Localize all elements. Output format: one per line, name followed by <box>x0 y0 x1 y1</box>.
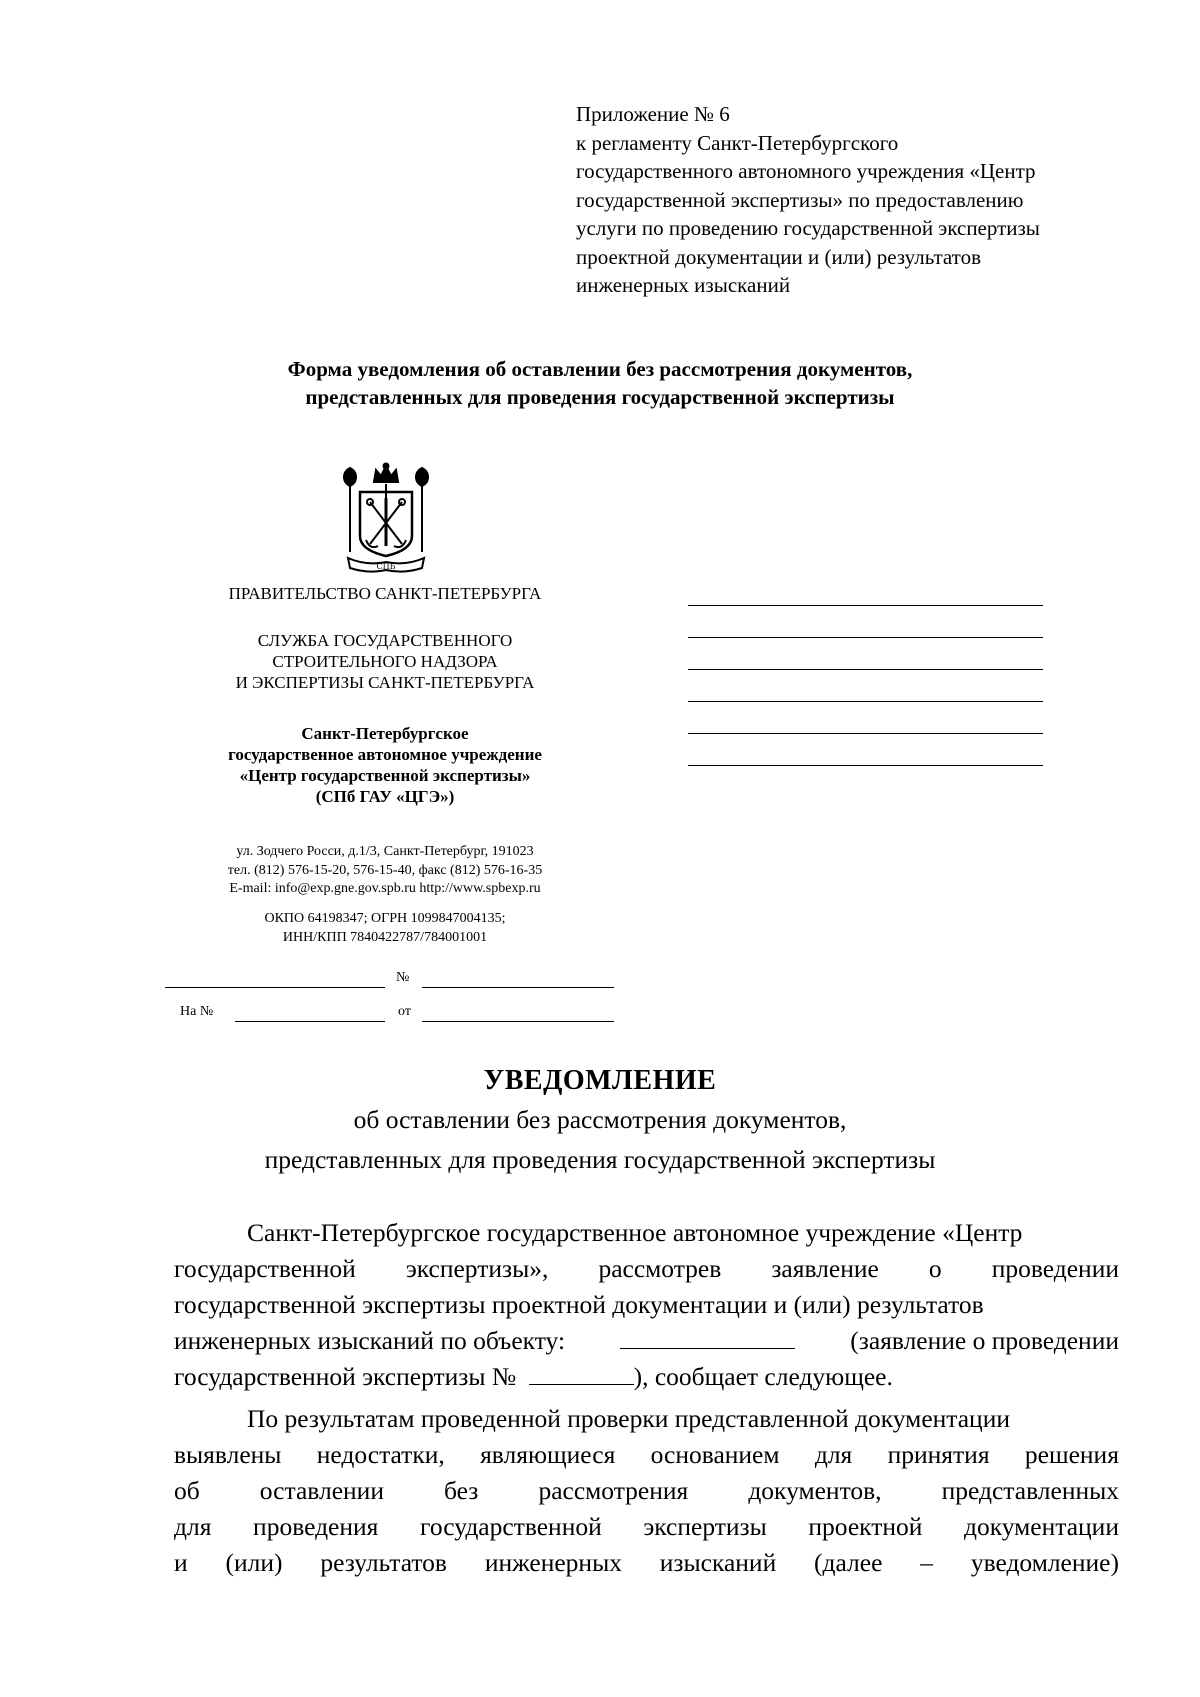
outgoing-number-label: № <box>396 970 410 985</box>
code-inn-kpp: ИНН/КПП 7840422787/784001001 <box>282 929 488 945</box>
appendix-reference <box>576 100 1136 300</box>
body-word: о <box>928 1254 942 1283</box>
body-text: (заявление о проведении <box>850 1326 1119 1355</box>
application-number-field[interactable] <box>529 1360 634 1385</box>
body-word: без <box>444 1476 479 1505</box>
body-word: основанием <box>650 1440 780 1469</box>
body-word: документации <box>964 1512 1119 1541</box>
outgoing-number-field[interactable] <box>422 987 614 988</box>
body-line: Санкт-Петербургское государственное автономное учреждение «Центр <box>247 1218 1023 1247</box>
body-line <box>174 1324 1119 1358</box>
appendix-line: Приложение № 6 <box>576 102 730 126</box>
body-word: являющиеся <box>480 1440 616 1469</box>
body-word: рассмотрения <box>538 1476 689 1505</box>
body-word: проведения <box>253 1512 379 1541</box>
body-line <box>174 1438 1119 1472</box>
contact-address: ул. Зодчего Росси, д.1/3, Санкт-Петербург, 191023 <box>236 844 534 859</box>
appendix-line: услуги по проведению государственной экспертизы <box>576 216 1040 240</box>
addressee-line[interactable] <box>688 733 1043 734</box>
letterhead-org-line: «Центр государственной экспертизы» <box>239 766 531 785</box>
form-title-line: Форма уведомления об оставлении без рассмотрения документов, <box>287 357 913 381</box>
letterhead-organization <box>150 723 620 807</box>
body-word: документов, <box>748 1476 882 1505</box>
body-text: инженерных изысканий по объекту: <box>174 1326 566 1355</box>
body-word: инженерных <box>484 1548 622 1577</box>
body-word: заявление <box>771 1254 879 1283</box>
body-word: (далее <box>814 1548 883 1577</box>
appendix-line: инженерных изысканий <box>576 273 791 297</box>
form-title-line: представленных для проведения государственной экспертизы <box>305 385 895 409</box>
body-word: рассмотрев <box>598 1254 722 1283</box>
body-word: принятия <box>887 1440 990 1469</box>
body-line: государственной экспертизы проектной документации и (или) результатов <box>174 1290 984 1319</box>
body-word: об <box>174 1476 200 1505</box>
letterhead-service-line: СЛУЖБА ГОСУДАРСТВЕННОГО <box>257 631 513 650</box>
notice-subtitle <box>150 1100 1050 1180</box>
letterhead-org-line: Санкт-Петербургское <box>301 724 469 743</box>
code-okpo-ogrn: ОКПО 64198347; ОГРН 1099847004135; <box>264 911 506 926</box>
reply-number-label: На № <box>180 1004 214 1019</box>
addressee-line[interactable] <box>688 669 1043 670</box>
notice-subtitle-line: представленных для проведения государственной экспертизы <box>264 1145 936 1174</box>
body-word: для <box>174 1512 212 1541</box>
letterhead-contacts <box>150 843 620 899</box>
letterhead-service <box>150 630 620 693</box>
body-word: (или) <box>225 1548 283 1577</box>
letterhead-org-line: (СПб ГАУ «ЦГЭ») <box>315 787 455 806</box>
notice-subtitle-line: об оставлении без рассмотрения документов, <box>353 1105 847 1134</box>
body-line <box>174 1510 1119 1544</box>
contact-email: E-mail: info@exp.gne.gov.spb.ru http://www.spbexp.ru <box>229 881 541 896</box>
body-line <box>174 1252 1119 1286</box>
body-word: представленных <box>941 1476 1119 1505</box>
body-word: изысканий <box>659 1548 777 1577</box>
appendix-line: проектной документации и (или) результатов <box>576 244 981 269</box>
letterhead-government: ПРАВИТЕЛЬСТВО САНКТ-ПЕТЕРБУРГА <box>228 584 542 603</box>
appendix-line: к регламенту Санкт-Петербургского <box>576 130 899 155</box>
body-line <box>174 1546 1119 1580</box>
letterhead-service-line: И ЭКСПЕРТИЗЫ САНКТ-ПЕТЕРБУРГА <box>235 673 535 692</box>
letterhead-org-line: государственное автономное учреждение <box>228 745 542 764</box>
body-word: экспертизы <box>643 1512 767 1541</box>
letterhead-codes <box>150 910 620 947</box>
body-word: проведении <box>991 1254 1119 1283</box>
body-word: и <box>174 1548 188 1577</box>
body-line <box>174 1474 1119 1508</box>
addressee-line[interactable] <box>688 765 1043 766</box>
addressee-line[interactable] <box>688 605 1043 606</box>
body-word: – <box>920 1548 933 1577</box>
letterhead-service-line: СТРОИТЕЛЬНОГО НАДЗОРА <box>272 652 498 671</box>
addressee-line[interactable] <box>688 701 1043 702</box>
notice-title: УВЕДОМЛЕНИЕ <box>483 1065 717 1096</box>
body-line <box>174 1360 1119 1394</box>
body-word: проектной <box>808 1512 923 1541</box>
st-petersburg-coat-of-arms-icon <box>336 462 436 574</box>
body-word: для <box>814 1440 853 1469</box>
contact-phone: тел. (812) 576-15-20, 576-15-40, факс (812) 576-16-35 <box>227 862 543 878</box>
body-word: экспертизы», <box>405 1254 549 1283</box>
body-text: ), сообщает следующее. <box>633 1362 893 1391</box>
body-word: недостатки, <box>316 1440 445 1469</box>
body-word: государственной <box>420 1512 602 1541</box>
appendix-line: государственной экспертизы» по предоставлению <box>576 187 1024 212</box>
reply-number-field[interactable] <box>235 1021 385 1022</box>
body-word: результатов <box>320 1548 447 1577</box>
body-word: оставлении <box>259 1476 384 1505</box>
form-title <box>200 355 1000 411</box>
addressee-line[interactable] <box>688 637 1043 638</box>
body-text: государственной экспертизы № <box>174 1362 517 1391</box>
reply-date-field[interactable] <box>422 1021 614 1022</box>
appendix-line: государственного автономного учреждения «Центр <box>576 159 1036 183</box>
reply-date-label: от <box>398 1004 411 1019</box>
body-word: уведомление) <box>970 1548 1119 1577</box>
object-name-field[interactable] <box>620 1324 795 1349</box>
body-word: выявлены <box>174 1440 282 1469</box>
coat-of-arms-ribbon-text: СПБ <box>376 562 396 571</box>
body-word: решения <box>1024 1440 1119 1469</box>
body-word: государственной <box>174 1254 356 1283</box>
body-line: По результатам проведенной проверки представленной документации <box>247 1404 1010 1433</box>
outgoing-date-field[interactable] <box>165 987 385 988</box>
